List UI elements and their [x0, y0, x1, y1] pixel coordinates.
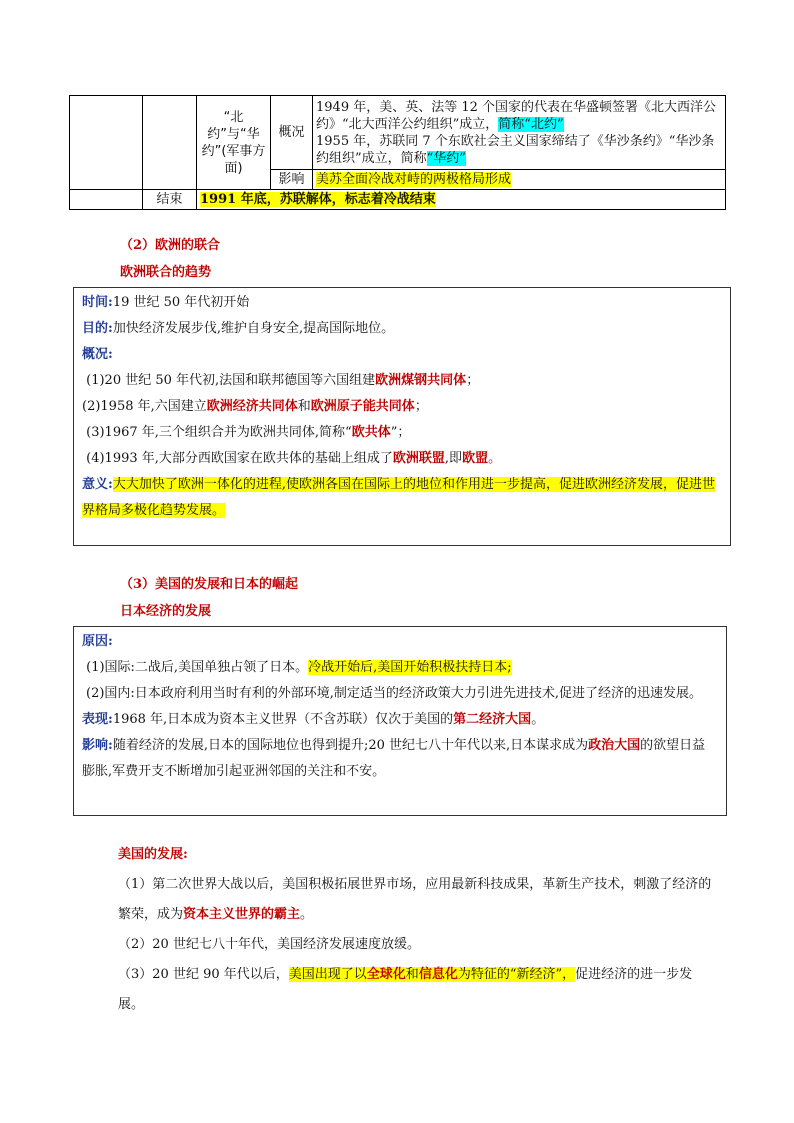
- impact-text: 美苏全面冷战对峙的两极格局形成: [316, 172, 512, 187]
- item-4-mid: ,即: [444, 451, 463, 466]
- item-1-end: ；: [466, 373, 480, 388]
- overview-label: 概况:: [82, 347, 113, 362]
- time-text: 19 世纪 50 年代初开始: [112, 295, 250, 310]
- item-1: (1)20 世纪 50 年代初,法国和联邦德国等六国组建: [86, 373, 376, 388]
- item-2: (2)1958 年,六国建立: [82, 399, 207, 414]
- us-paragraph-1-highlight: 资本主义世界的霸主: [183, 907, 301, 922]
- item-1-highlight: 欧洲煤钢共同体: [375, 373, 467, 388]
- performance-end: 。: [531, 712, 545, 727]
- overview-cell: [313, 96, 726, 170]
- overview-text-2: 1955 年，苏联同 7 个东欧社会主义国家缔结了《华沙条约》“华沙条约组织”成立，简称: [316, 133, 715, 166]
- japan-impact-end: 的欲望日益膨胀,军费开支不断增加引起亚洲邻国的关注和不安。: [82, 738, 706, 779]
- table-blank-cell: [70, 190, 143, 210]
- new-economy-a: 美国出现了以: [288, 967, 367, 982]
- europe-union-box: [73, 287, 731, 546]
- item-4-highlight-a: 欧洲联盟: [392, 451, 445, 466]
- cause-1-highlight: 冷战开始后,美国开始积极扶持日本;: [308, 660, 512, 675]
- overview-label: 概况: [271, 96, 313, 170]
- performance-text: 1968 年,日本成为资本主义世界（不含苏联）仅次于美国的: [112, 712, 454, 727]
- item-3: (3)1967 年,三个组织合并为欧洲共同体,简称“: [86, 425, 352, 440]
- nato-abbr: 简称“北约”: [498, 116, 564, 132]
- goal-text: 加快经济发展步伐,维护自身安全,提高国际地位。: [112, 321, 395, 336]
- new-economy-c: 和: [405, 967, 419, 982]
- section-2-subheading: 欧洲联合的趋势: [120, 265, 212, 280]
- section-3-heading: （3）美国的发展和日本的崛起: [120, 577, 299, 592]
- item-2-mid: 和: [297, 399, 311, 414]
- us-paragraph-1: （1）第二次世界大战以后，美国积极拓展世界市场，应用最新科技成果，革新生产技术，刺激了经济的繁荣，成为: [118, 877, 712, 922]
- japan-impact-label: 影响:: [82, 738, 113, 753]
- time-label: 时间:: [82, 295, 113, 310]
- item-4-highlight-b: 欧盟: [462, 451, 489, 466]
- new-economy-e: 为特征的“新经济”，: [457, 967, 576, 982]
- performance-label: 表现:: [82, 712, 113, 727]
- end-cell: [197, 190, 726, 210]
- us-paragraph-3: （3）20 世纪 90 年代以后，: [118, 967, 289, 982]
- warsaw-abbr: “华约”: [426, 150, 466, 166]
- goal-label: 目的:: [82, 321, 113, 336]
- us-heading: 美国的发展:: [118, 847, 188, 862]
- section-3-subheading: 日本经济的发展: [120, 604, 212, 619]
- section-2-heading: （2）欧洲的联合: [120, 238, 221, 253]
- impact-cell: [313, 170, 726, 190]
- item-4: (4)1993 年,大部分西欧国家在欧共体的基础上组成了: [86, 451, 393, 466]
- item-2-highlight-b: 欧洲原子能共同体: [310, 399, 415, 414]
- us-paragraph-3-end: 促进经济的进一步发展。: [118, 967, 693, 1012]
- cold-war-table: [69, 95, 726, 210]
- table-blank-cell: [143, 96, 197, 190]
- item-3-end: ”；: [390, 425, 411, 440]
- topic-cell: “北约”与“华约”(军事方面): [197, 96, 271, 190]
- cause-2: (2)国内:日本政府利用当时有利的外部环境,制定适当的经济政策大力引进先进技术,促进了经济的迅速发展。: [86, 686, 703, 701]
- us-paragraph-3-highlight: [289, 967, 575, 982]
- overview-text-1: 1949 年，美、英、法等 12 个国家的代表在华盛顿签署《北大西洋公约》“北大西洋公约组织”成立，: [316, 99, 717, 132]
- meaning-label: 意义:: [82, 477, 113, 492]
- us-paragraph-1-end: 。: [300, 907, 314, 922]
- item-2-highlight-a: 欧洲经济共同体: [206, 399, 298, 414]
- meaning-text: 大大加快了欧洲一体化的进程,使欧洲各国在国际上的地位和作用进一步提高，促进欧洲经济发展，促进世界格局多极化趋势发展。: [82, 477, 715, 518]
- globalization-term: 全球化: [366, 967, 406, 982]
- table-blank-cell: [70, 96, 143, 190]
- cause-label: 原因:: [82, 634, 113, 649]
- impact-label: 影响: [271, 170, 313, 190]
- us-development: [118, 840, 718, 1020]
- performance-highlight: 第二经济大国: [453, 712, 532, 727]
- informatization-term: 信息化: [418, 967, 458, 982]
- item-3-highlight: 欧共体: [351, 425, 391, 440]
- japan-impact-highlight: 政治大国: [588, 738, 641, 753]
- japan-economy-box: [73, 626, 727, 816]
- cause-1: (1)国际:二战后,美国单独占领了日本。: [86, 660, 309, 675]
- end-text: 1991 年底，苏联解体，标志着冷战结束: [200, 192, 436, 207]
- item-2-end: ；: [414, 399, 428, 414]
- us-paragraph-2: （2）20 世纪七八十年代，美国经济发展速度放缓。: [118, 937, 420, 952]
- item-4-end: 。: [488, 451, 502, 466]
- japan-impact-text: 随着经济的发展,日本的国际地位也得到提升;20 世纪七八十年代以来,日本谋求成为: [112, 738, 589, 753]
- end-label: 结束: [143, 190, 197, 210]
